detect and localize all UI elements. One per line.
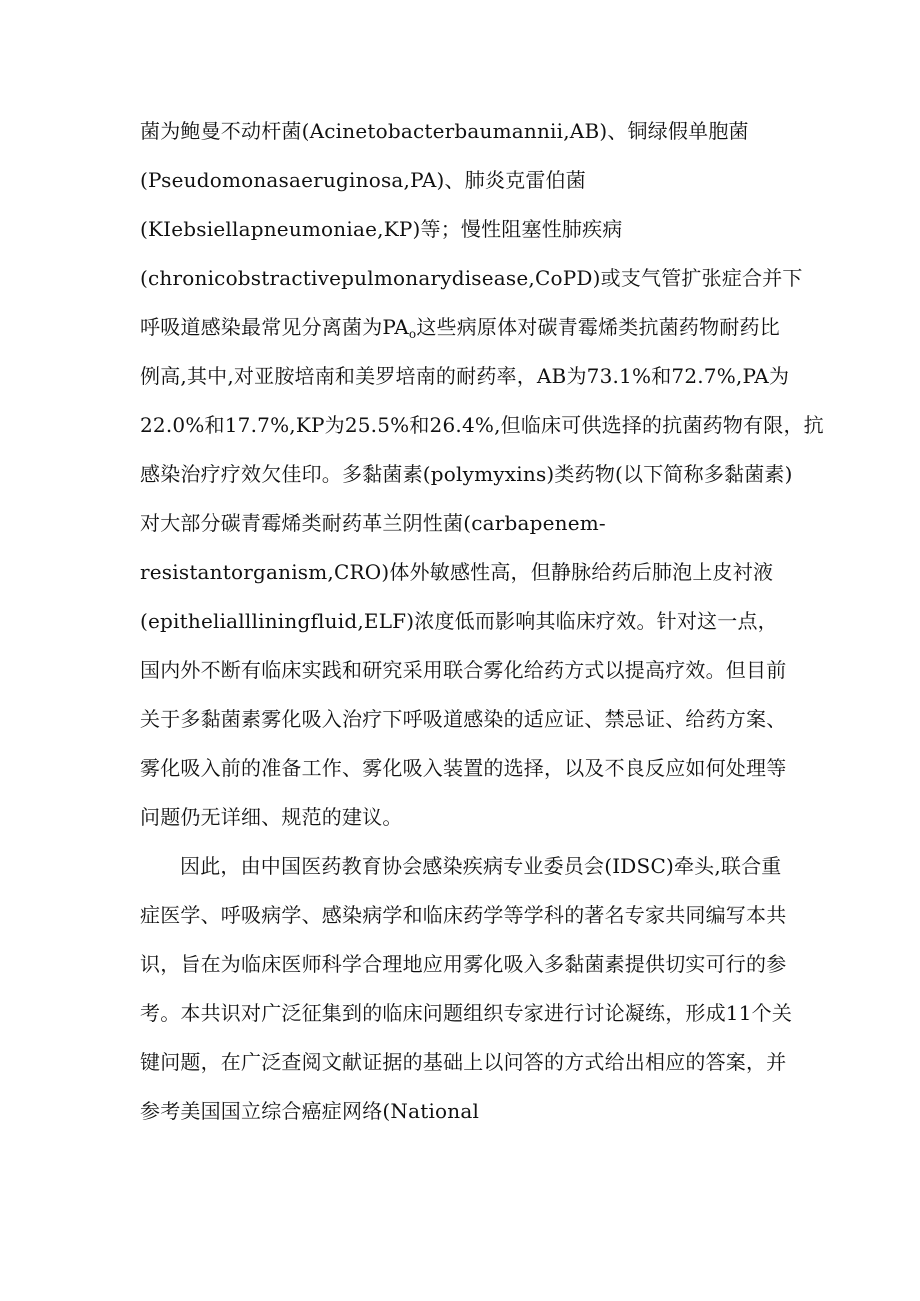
text-line: (chronicobstractivepulmonarydisease,CoPD)或支气管扩张症合并下 (140, 266, 803, 290)
text-line: 键问题，在广泛查阅文献证据的基础上以问答的方式给出相应的答案，并 (140, 1050, 787, 1074)
text-line: 例高,其中,对亚胺培南和美罗培南的耐药率，AB为73.1%和72.7%,PA为 (140, 364, 790, 388)
text-line: 因此，由中国医药教育协会感染疾病专业委员会(IDSC)牵头,联合重 (180, 854, 782, 878)
text-line: 考。本共识对广泛征集到的临床问题组织专家进行讨论凝练，形成11个关 (140, 1001, 793, 1025)
text-line: 对大部分碳青霉烯类耐药革兰阴性菌(carbapenem- (140, 511, 606, 535)
text-line: 国内外不断有临床实践和研究采用联合雾化给药方式以提高疗效。但目前 (140, 658, 787, 682)
text-line: 菌为鲍曼不动杆菌(Acinetobacterbaumannii,AB)、铜绿假单胞菌 (140, 119, 749, 143)
text-line: 症医学、呼吸病学、感染病学和临床药学等学科的著名专家共同编写本共 (140, 903, 787, 927)
text-line: (epitheliallliningfluid,ELF)浓度低而影响其临床疗效。针对这一点， (140, 609, 778, 633)
subscript-mark: o (408, 327, 417, 341)
text-line: 参考美国国立综合癌症网络(National (140, 1099, 480, 1123)
text-line: 感染治疗疗效欠佳印。多黏菌素(polymyxins)类药物(以下简称多黏菌素) (140, 462, 793, 486)
text-line: 关于多黏菌素雾化吸入治疗下呼吸道感染的适应证、禁忌证、给药方案、 (140, 707, 787, 731)
text-fragment: 这些病原体对碳青霉烯类抗菌药物耐药比 (416, 315, 780, 339)
text-line: 识，旨在为临床医师科学合理地应用雾化吸入多黏菌素提供切实可行的参 (140, 952, 787, 976)
text-line (140, 314, 780, 343)
text-line: 22.0%和17.7%,KP为25.5%和26.4%,但临床可供选择的抗菌药物有限，抗 (140, 413, 824, 437)
text-line: 问题仍无详细、规范的建议。 (140, 805, 403, 829)
text-line: resistantorganism,CRO)体外敏感性高，但静脉给药后肺泡上皮衬液 (140, 560, 774, 584)
text-line: (Pseudomonasaeruginosa,PA)、肺炎克雷伯菌 (140, 168, 586, 192)
text-fragment: 呼吸道感染最常见分离菌为PA (140, 315, 409, 339)
text-line: (KIebsiellapneumoniae,KP)等；慢性阻塞性肺疾病 (140, 217, 623, 241)
text-line: 雾化吸入前的准备工作、雾化吸入装置的选择，以及不良反应如何处理等 (140, 756, 787, 780)
